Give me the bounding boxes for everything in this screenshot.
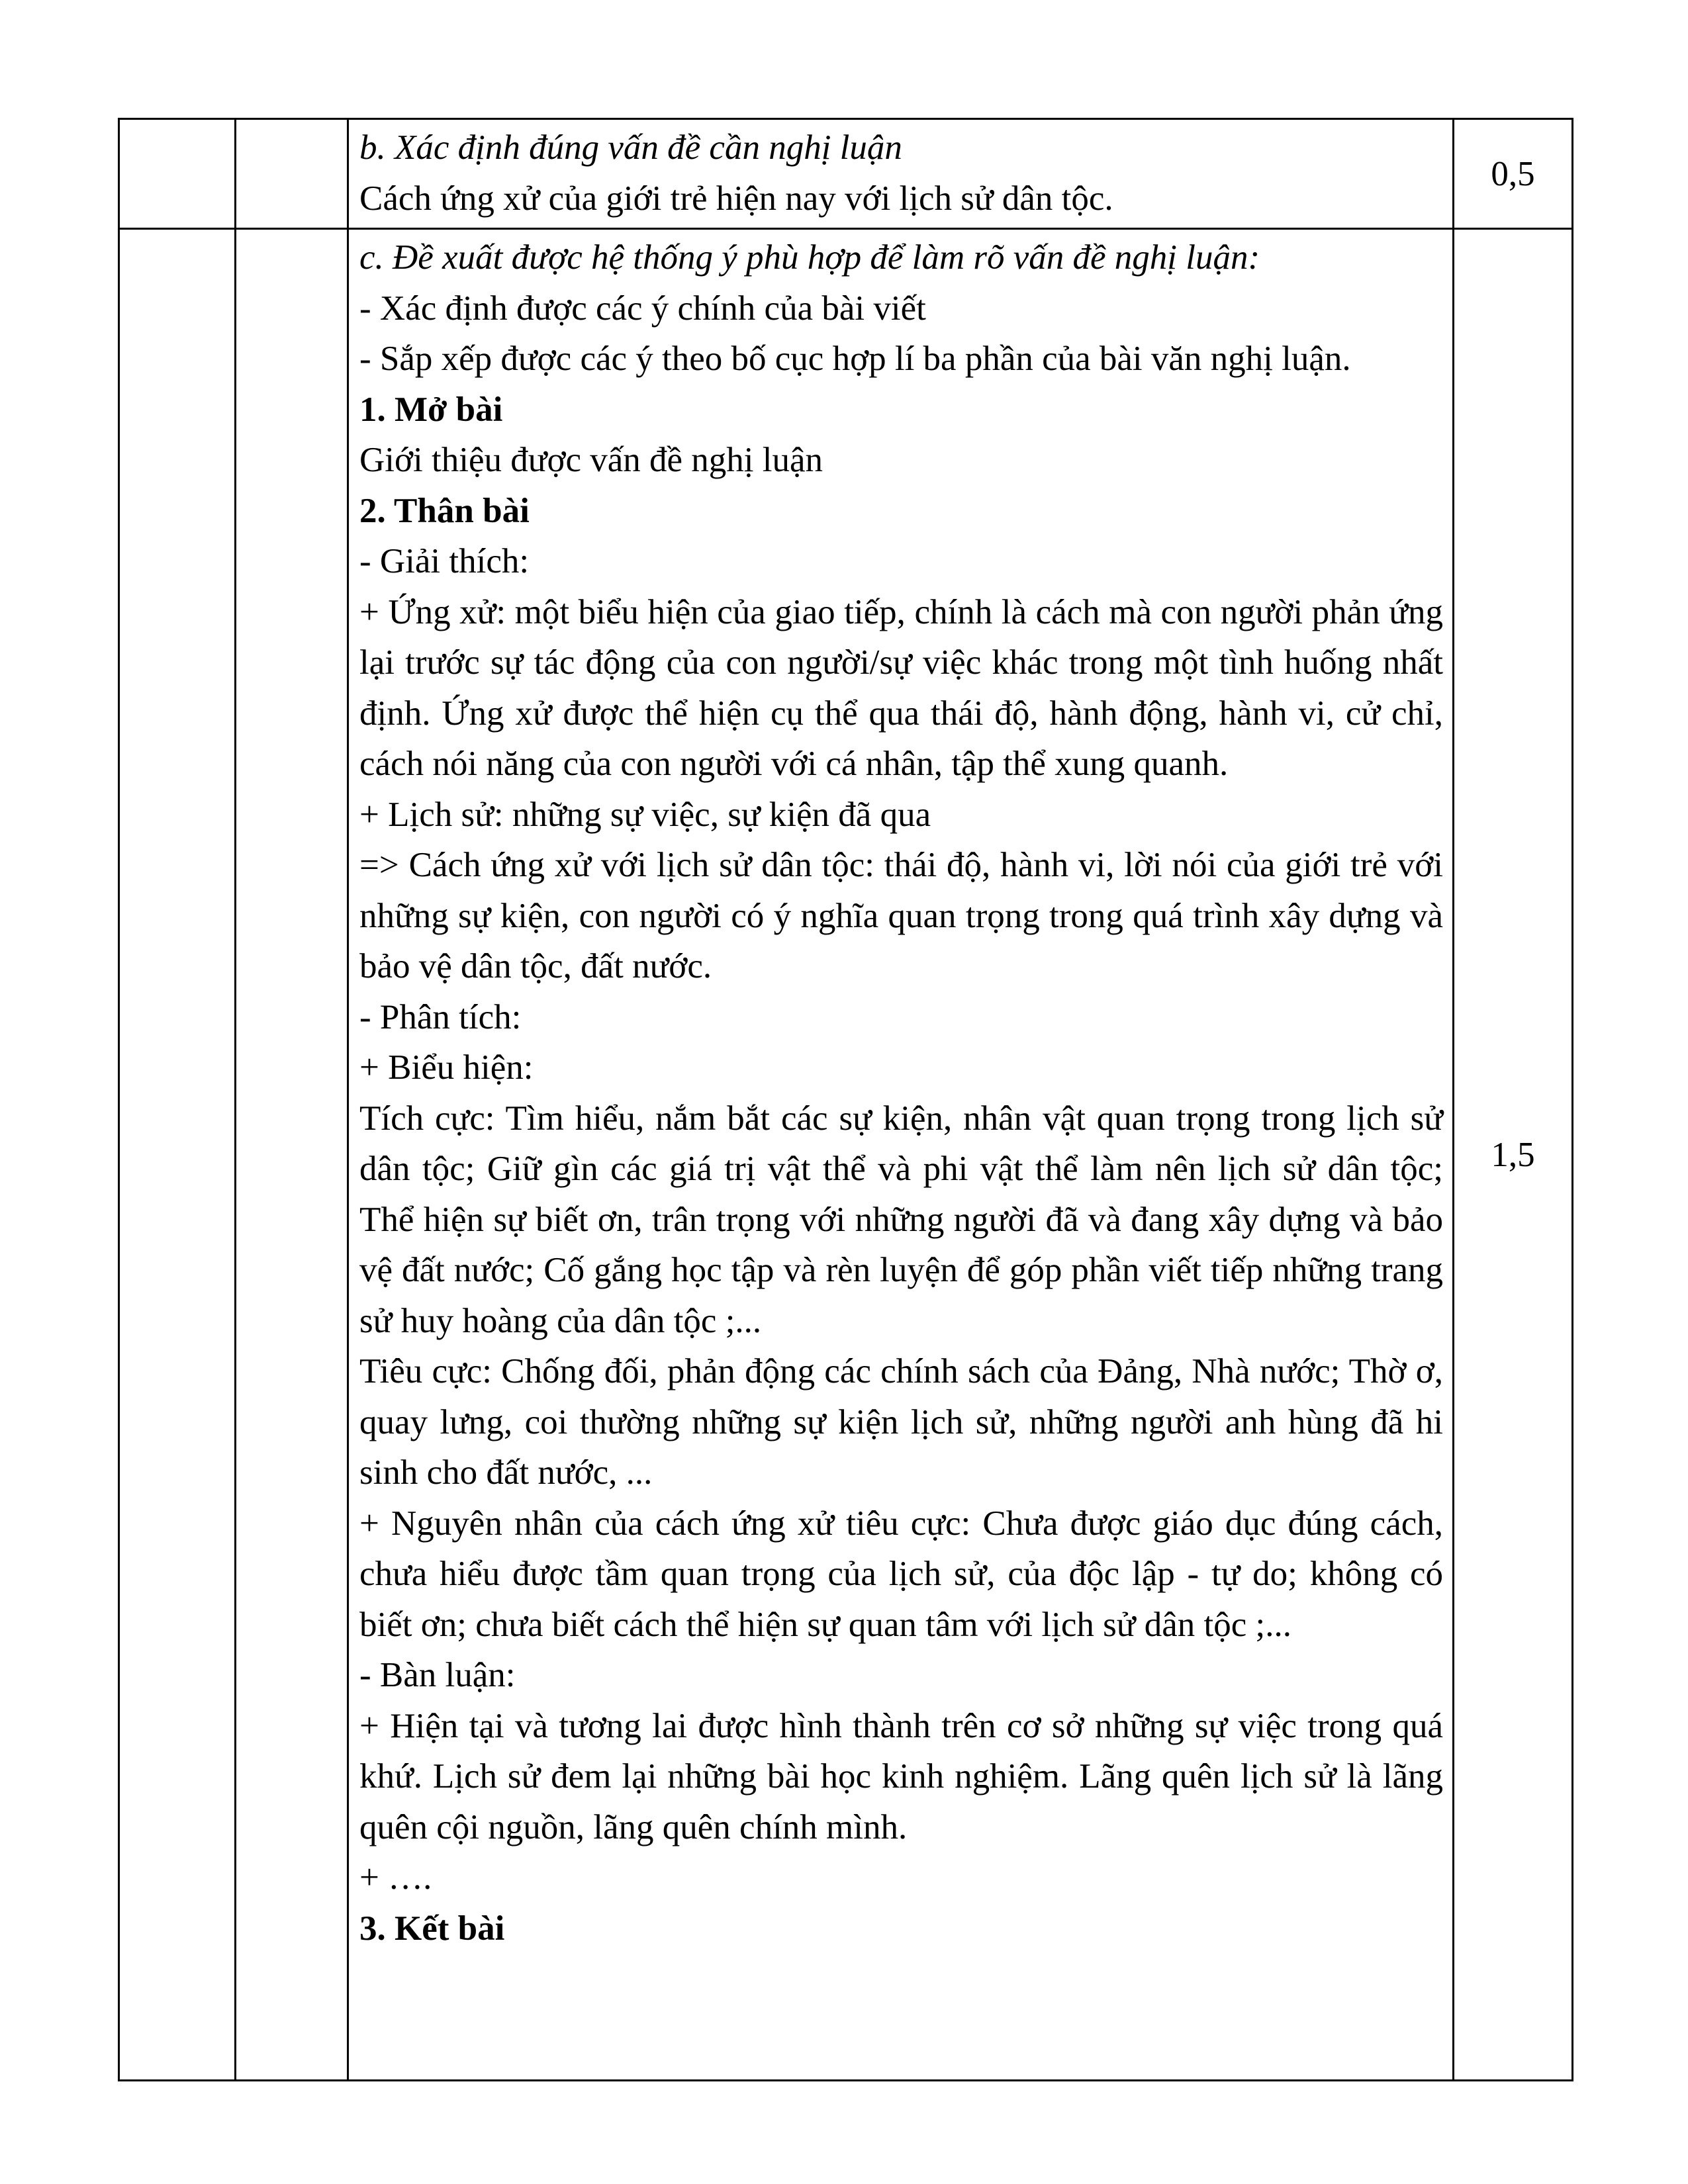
grading-table — [118, 118, 1573, 2081]
text-line: + Lịch sử: những sự việc, sự kiện đã qua — [359, 795, 931, 834]
table-row — [119, 229, 1573, 2081]
text-line: + …. — [359, 1858, 432, 1897]
table-row — [119, 119, 1573, 229]
empty-cell — [119, 119, 236, 229]
text-line: Giới thiệu được vấn đề nghị luận — [359, 441, 823, 479]
text-line: - Giải thích: — [359, 542, 530, 580]
section-heading: 2. Thân bài — [359, 491, 530, 530]
empty-cell — [236, 119, 348, 229]
text-line: + Nguyên nhân của cách ứng xử tiêu cực: Chưa được giáo dục đúng cách, chưa hiểu được tầm quan trọng của lịch sử, của độc lập - tự do; không có biết ơn; chưa biết cách thể hiện sự quan tâm với lịch sử dân tộc ;... — [359, 1504, 1443, 1644]
score-cell: 0,5 — [1454, 119, 1573, 229]
empty-cell — [119, 229, 236, 2081]
text-line: Cách ứng xử của giới trẻ hiện nay với lịch sử dân tộc. — [359, 179, 1113, 218]
section-heading: 1. Mở bài — [359, 390, 503, 429]
text-line: - Phân tích: — [359, 997, 522, 1036]
criterion-heading: c. Đề xuất được hệ thống ý phù hợp để làm rõ vấn đề nghị luận: — [359, 238, 1260, 277]
text-line: Tiêu cực: Chống đối, phản động các chính sách của Đảng, Nhà nước; Thờ ơ, quay lưng, coi thường những sự kiện lịch sử, những người anh hùng đã hi sinh cho đất nước, ... — [359, 1352, 1443, 1492]
text-line: => Cách ứng xử với lịch sử dân tộc: thái độ, hành vi, lời nói của giới trẻ với những sự kiện, con người có ý nghĩa quan trọng trong quá trình xây dựng và bảo vệ dân tộc, đất nước. — [359, 846, 1443, 985]
text-line: - Bàn luận: — [359, 1656, 516, 1694]
text-line: + Hiện tại và tương lai được hình thành trên cơ sở những sự việc trong quá khứ. Lịch sử đem lại những bài học kinh nghiệm. Lãng quên lịch sử là lãng quên cội nguồn, lãng quên chính mình. — [359, 1706, 1443, 1846]
score-cell: 1,5 — [1454, 229, 1573, 2081]
content-cell — [348, 119, 1454, 229]
section-heading: 3. Kết bài — [359, 1909, 505, 1948]
empty-cell — [236, 229, 348, 2081]
text-line: - Xác định được các ý chính của bài viết — [359, 289, 926, 328]
content-cell — [348, 229, 1454, 2081]
text-line: + Biểu hiện: — [359, 1048, 534, 1087]
text-line: + Ứng xử: một biểu hiện của giao tiếp, chính là cách mà con người phản ứng lại trước sự tác động của con người/sự việc khác trong một tình huống nhất định. Ứng xử được thể hiện cụ thể qua thái độ, hành động, hành vi, cử chỉ, cách nói năng của con người với cá nhân, tập thể xung quanh. — [359, 592, 1443, 783]
text-line: Tích cực: Tìm hiểu, nắm bắt các sự kiện, nhân vật quan trọng trong lịch sử dân tộc; Giữ gìn các giá trị vật thể và phi vật thể làm nên lịch sử dân tộc; Thể hiện sự biết ơn, trân trọng với những người đã và đang xây dựng và bảo vệ đất nước; Cố gắng học tập và rèn luyện để góp phần viết tiếp những trang sử huy hoàng của dân tộc ;... — [359, 1099, 1443, 1340]
text-line: - Sắp xếp được các ý theo bố cục hợp lí ba phần của bài văn nghị luận. — [359, 340, 1351, 378]
criterion-heading: b. Xác định đúng vấn đề cần nghị luận — [359, 128, 902, 167]
